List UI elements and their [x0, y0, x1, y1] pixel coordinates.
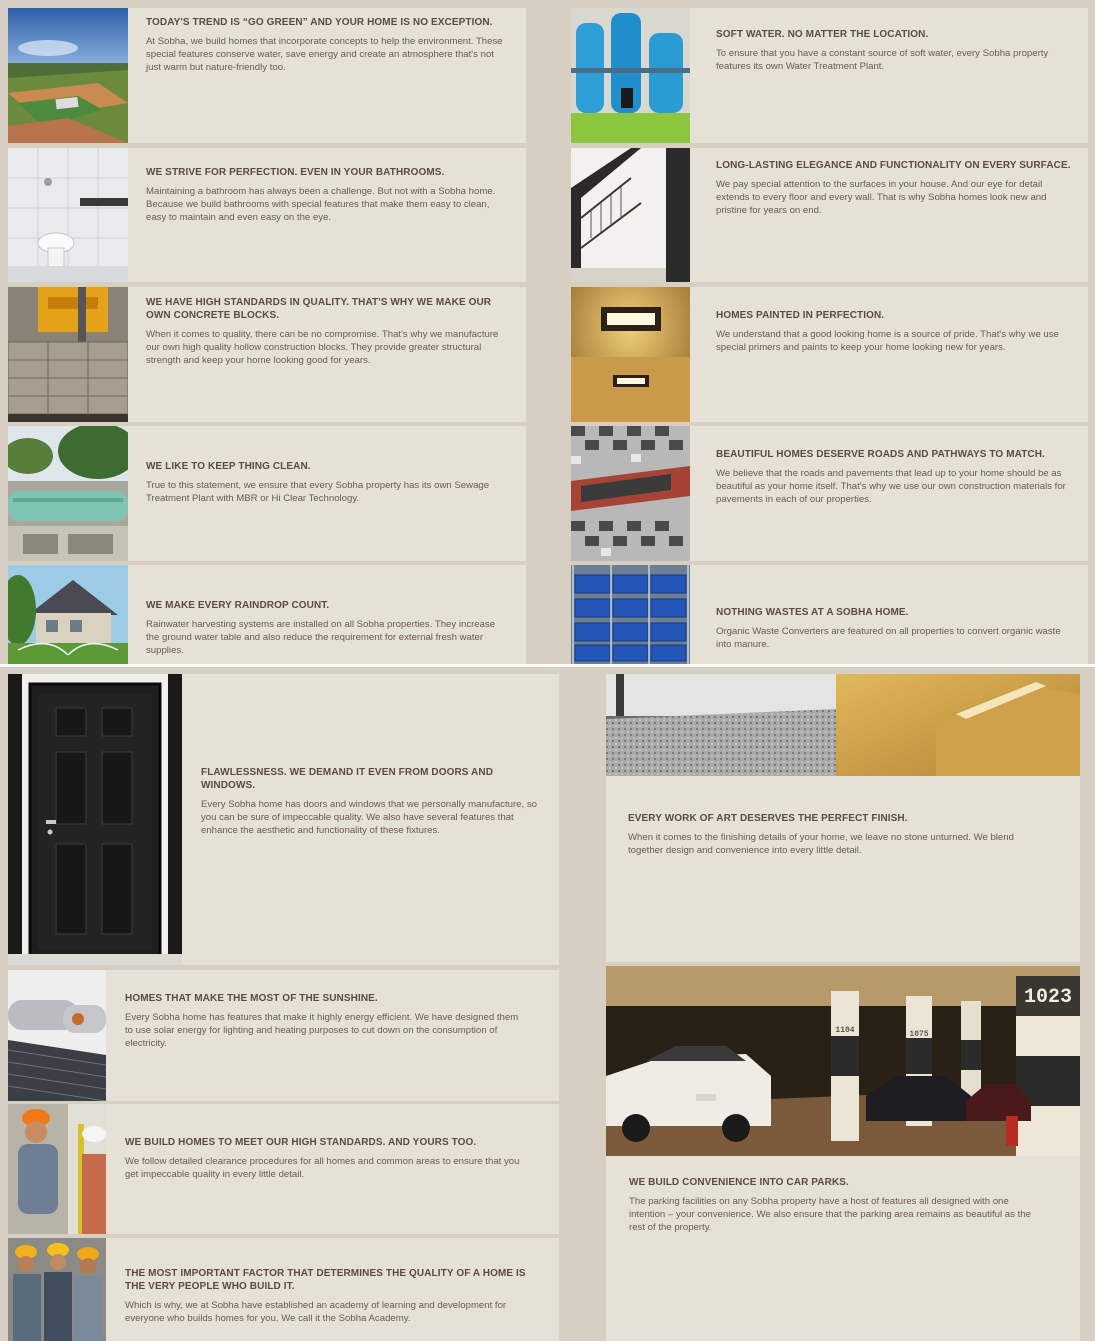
- feature-body: Every Sobha home has doors and windows that we personally manufacture, so you can be sure of impeccable quality. We also have several features that enhance the aesthetic and functionality of these fixtures.: [201, 799, 537, 836]
- feature-card-soft-water: [571, 8, 1088, 143]
- paving-photo-icon: [571, 426, 690, 561]
- car-park-photo-icon: [606, 966, 1080, 1156]
- feature-body: We believe that the roads and pavements that lead up to your home should be as beautiful as your home itself. That's why we use our own construction materials for pavements in each of our properties.: [716, 468, 1066, 505]
- inspector-photo-icon: [8, 1104, 106, 1234]
- door-photo-icon: [8, 674, 182, 965]
- staircase-photo-icon: [571, 148, 690, 282]
- feature-title: WE LIKE TO KEEP THING CLEAN.: [146, 461, 311, 472]
- feature-card-bathrooms: [8, 148, 526, 282]
- solar-heater-photo-icon: [8, 970, 106, 1101]
- feature-card-painted: [571, 287, 1088, 422]
- feature-body: At Sobha, we build homes that incorporate concepts to help the environment. These special features conserve water, save energy and create an atmosphere that's not just warm but nature-friendly too.: [146, 36, 503, 73]
- feature-card-sewage: [8, 426, 526, 561]
- landscape-photo-icon: [8, 8, 128, 143]
- feature-body: Organic Waste Converters are featured on all properties to convert organic waste into manure.: [716, 626, 1061, 650]
- feature-body: Maintaining a bathroom has always been a challenge. But not with a Sobha home. Because we build bathrooms with special features that make them easy to clean, easy to maintain and even easy on the eye.: [146, 186, 496, 223]
- feature-card-rainwater: [8, 565, 526, 664]
- feature-card-finish: [606, 674, 1080, 962]
- feature-card-car-parks: [606, 966, 1080, 1341]
- feature-title: EVERY WORK OF ART DESERVES THE PERFECT FINISH.: [628, 813, 908, 824]
- concrete-blocks-photo-icon: [8, 287, 128, 422]
- ceiling-lights-photo-icon: [571, 287, 690, 422]
- rain-sprinkler-photo-icon: [8, 565, 128, 664]
- feature-title: SOFT WATER. NO MATTER THE LOCATION.: [716, 29, 929, 40]
- feature-body: True to this statement, we ensure that every Sobha property has its own Sewage Treatment Plant with MBR or Hi Clear Technology.: [146, 480, 490, 504]
- feature-card-doors: [8, 674, 559, 965]
- bathroom-photo-icon: [8, 148, 128, 282]
- feature-title: WE STRIVE FOR PERFECTION. EVEN IN YOUR BATHROOMS.: [146, 167, 445, 178]
- feature-card-people: [8, 1238, 559, 1341]
- feature-card-standards: [8, 1104, 559, 1234]
- pillar-number-b: 1075: [909, 1030, 929, 1039]
- workers-photo-icon: [8, 1238, 106, 1341]
- feature-title: LONG-LASTING ELEGANCE AND FUNCTIONALITY ON EVERY SURFACE.: [716, 160, 1071, 171]
- feature-body: When it comes to quality, there can be no compromise. That's why we manufacture our own high quality hollow construction blocks. They provide greater structural strength and keep your home looking good for years.: [146, 329, 499, 366]
- sewage-plant-photo-icon: [8, 426, 128, 561]
- feature-body: When it comes to the finishing details of your home, we leave no stone unturned. We blend together design and convenience into every little detail.: [628, 832, 1014, 856]
- feature-title: FLAWLESSNESS. WE DEMAND IT EVEN FROM DOORS AND WINDOWS.: [201, 767, 494, 791]
- feature-title: WE HAVE HIGH STANDARDS IN QUALITY. THAT'S WHY WE MAKE OUR OWN CONCRETE BLOCKS.: [146, 297, 492, 321]
- feature-body: Every Sobha home has features that make it highly energy efficient. We have designed them to use solar energy for lighting and heating purposes to cut down on the consumption of electricity.: [125, 1012, 519, 1049]
- feature-body: We follow detailed clearance procedures for all homes and common areas to ensure that you get impeccable quality in every little detail.: [125, 1156, 520, 1180]
- feature-card-sunshine: [8, 970, 559, 1101]
- feature-body: We pay special attention to the surfaces in your house. And our eye for detail extends to every floor and every wall. That is why Sobha homes look new and pristine for years on end.: [716, 179, 1047, 216]
- feature-body: We understand that a good looking home is a source of pride. That's why we use special primers and paints to keep your home looking new for years.: [716, 329, 1059, 353]
- feature-title: WE MAKE EVERY RAINDROP COUNT.: [146, 600, 330, 611]
- feature-title: HOMES PAINTED IN PERFECTION.: [716, 310, 885, 321]
- granite-finish-photo-icon: [606, 674, 1080, 776]
- feature-body: To ensure that you have a constant source of soft water, every Sobha property features its own Water Treatment Plant.: [716, 48, 1049, 72]
- feature-title: NOTHING WASTES AT A SOBHA HOME.: [716, 607, 909, 618]
- parking-sign-number: 1023: [1023, 986, 1073, 1009]
- feature-title: HOMES THAT MAKE THE MOST OF THE SUNSHINE.: [125, 993, 378, 1004]
- feature-card-go-green: [8, 8, 526, 143]
- page-divider: [0, 664, 1095, 667]
- feature-body: The parking facilities on any Sobha property have a host of features all designed with one intention – your convenience. We also ensure that the parking area remains as beautiful as the rest of the property.: [629, 1196, 1031, 1233]
- feature-title: TODAY'S TREND IS “GO GREEN” AND YOUR HOME IS NO EXCEPTION.: [146, 17, 493, 28]
- feature-card-surfaces: [571, 148, 1088, 282]
- feature-title: BEAUTIFUL HOMES DESERVE ROADS AND PATHWAYS TO MATCH.: [716, 449, 1045, 460]
- feature-body: Which is why, we at Sobha have established an academy of learning and development for everyone who builds homes for you. We call it the Sobha Academy.: [125, 1300, 507, 1324]
- feature-card-concrete-blocks: [8, 287, 526, 422]
- feature-body: Rainwater harvesting systems are installed on all Sobha properties. They increase the ground water table and also reduce the requirement for external fresh water supplies.: [146, 619, 496, 656]
- waste-crates-photo-icon: [571, 565, 690, 664]
- feature-title: THE MOST IMPORTANT FACTOR THAT DETERMINES THE QUALITY OF A HOME IS THE VERY PEOPLE WHO BUILD IT.: [125, 1268, 526, 1292]
- pillar-number-a: 1104: [835, 1026, 855, 1035]
- feature-card-waste: [571, 565, 1088, 664]
- water-plant-photo-icon: [571, 8, 690, 143]
- feature-title: WE BUILD CONVENIENCE INTO CAR PARKS.: [629, 1177, 849, 1188]
- feature-card-pathways: [571, 426, 1088, 561]
- feature-title: WE BUILD HOMES TO MEET OUR HIGH STANDARDS. AND YOURS TOO.: [125, 1137, 477, 1148]
